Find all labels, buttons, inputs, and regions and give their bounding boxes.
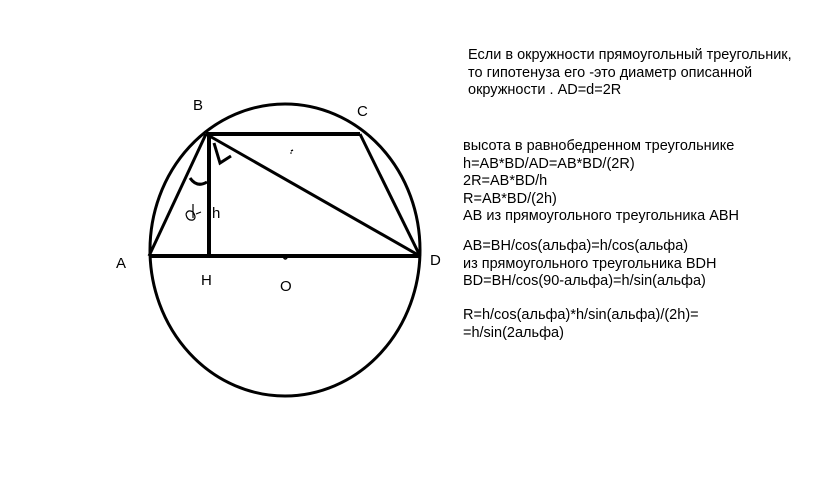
point-label-A: A: [116, 255, 127, 272]
stray-dot: [290, 152, 292, 154]
solution-line: R=h/cos(альфа)*h/sin(альфа)/(2h)=: [463, 307, 699, 323]
point-label-O: O: [280, 278, 292, 295]
solution-line: AB=BH/cos(альфа)=h/cos(альфа): [463, 238, 689, 254]
note-line: то гипотенуза его -это диаметр описанной: [468, 64, 753, 81]
point-label-D: D: [430, 252, 441, 269]
solution-line: AB из прямоугольного треугольника ABH: [463, 208, 740, 224]
angle-alpha-arc: [190, 178, 207, 184]
solution-group-1: [463, 138, 739, 226]
solution-line: 2R=AB*BD/h: [463, 173, 548, 189]
solution-line: R=AB*BD/(2h): [463, 190, 557, 207]
diagonal-BD: [206, 134, 420, 256]
point-label-C: C: [357, 103, 368, 120]
solution-line: BD=BH/cos(90-альфа)=h/sin(альфа): [463, 273, 706, 289]
solution-line: h=AB*BD/AD=AB*BD/(2R): [463, 155, 635, 172]
solution-group-3: [463, 307, 699, 342]
solution-group-2: [463, 238, 716, 291]
solution-line: высота в равнобедренном треугольнике: [463, 138, 735, 154]
height-label-h: h: [212, 205, 221, 222]
segment-AB: [149, 134, 206, 256]
point-label-H: H: [201, 272, 212, 289]
alpha-glyph: [186, 204, 201, 220]
stray-mark: [291, 150, 293, 151]
theorem-note: [468, 47, 792, 100]
solution-line: =h/sin(2альфа): [463, 324, 564, 341]
solution-line: из прямоугольного треугольника BDH: [463, 255, 717, 272]
circumscribed-circle: [150, 104, 420, 396]
point-label-B: B: [193, 97, 204, 114]
note-line: Если в окружности прямоугольный треугольник,: [468, 47, 792, 63]
note-line: окружности . AD=d=2R: [468, 82, 622, 98]
